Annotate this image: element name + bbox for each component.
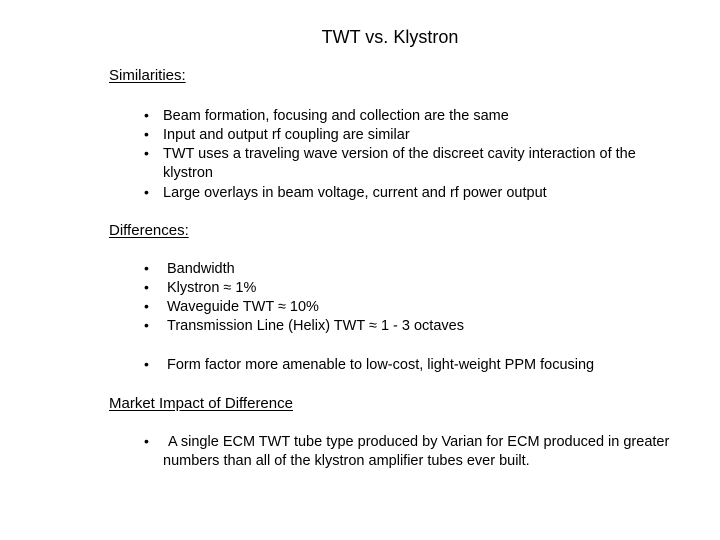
bullet-icon: • — [144, 317, 149, 333]
similarity-item: Input and output rf coupling are similar — [163, 127, 410, 143]
market-impact-item: A single ECM TWT tube type produced by Varian for ECM produced in greater numbers than all of the klystron amplifier tubes ever built. — [163, 434, 670, 469]
difference-item: Waveguide TWT ≈ 10% — [167, 299, 319, 315]
difference-item: Klystron ≈ 1% — [167, 280, 257, 296]
market-impact-heading: Market Impact of Difference — [109, 395, 293, 412]
differences-heading: Differences: — [109, 222, 189, 239]
slide-title: TWT vs. Klystron — [321, 27, 459, 47]
bullet-icon: • — [144, 433, 149, 449]
bullet-icon: • — [144, 298, 149, 314]
difference-item: Form factor more amenable to low-cost, light-weight PPM focusing — [167, 357, 595, 373]
bullet-icon: • — [144, 145, 149, 161]
similarity-item: TWT uses a traveling wave version of the discreet cavity interaction of the klystron — [163, 146, 636, 181]
bullet-icon: • — [144, 356, 149, 372]
similarity-item: Large overlays in beam voltage, current and rf power output — [163, 185, 547, 201]
bullet-icon: • — [144, 260, 149, 276]
bullet-icon: • — [144, 184, 149, 200]
bullet-icon: • — [144, 126, 149, 142]
bullet-icon: • — [144, 279, 149, 295]
similarity-item: Beam formation, focusing and collection are the same — [163, 108, 509, 124]
bullet-icon: • — [144, 107, 149, 123]
similarities-heading: Similarities: — [109, 67, 186, 84]
difference-item: Bandwidth — [167, 261, 235, 277]
difference-item: Transmission Line (Helix) TWT ≈ 1 - 3 octaves — [167, 318, 464, 334]
